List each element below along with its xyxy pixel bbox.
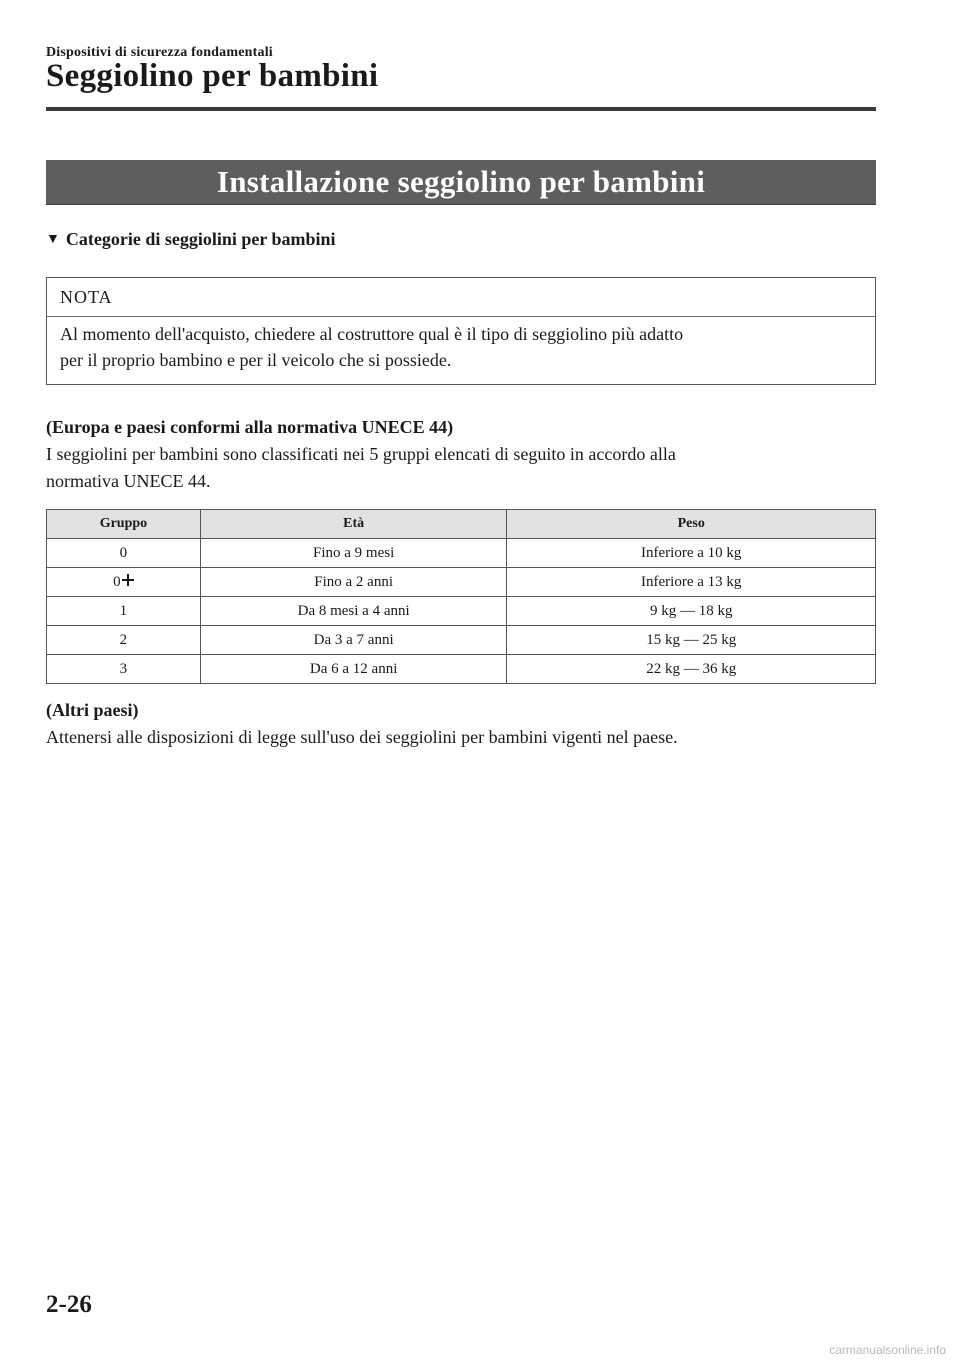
- table-cell: Fino a 2 anni: [200, 568, 507, 597]
- other-paragraph: Attenersi alle disposizioni di legge sull'uso dei seggiolini per bambini vigenti nel paese.: [46, 727, 678, 747]
- table-row: [47, 568, 876, 597]
- table-cell: Inferiore a 10 kg: [507, 539, 876, 568]
- column-header: Età: [200, 510, 507, 539]
- chapter-title: Dispositivi di sicurezza fondamentali: [46, 45, 273, 60]
- plus-icon: [122, 574, 134, 586]
- table-row: [47, 626, 876, 655]
- table-cell: Da 8 mesi a 4 anni: [200, 597, 507, 626]
- table-cell: [47, 568, 201, 597]
- note-body: [47, 317, 875, 373]
- table-row: [47, 597, 876, 626]
- table-cell: 1: [47, 597, 201, 626]
- subheading: [46, 229, 336, 250]
- column-header: Peso: [507, 510, 876, 539]
- page-number: 2-26: [46, 1291, 92, 1318]
- table-header-row: [47, 510, 876, 539]
- section-title: Seggiolino per bambini: [46, 58, 379, 94]
- column-header: Gruppo: [47, 510, 201, 539]
- watermark-link[interactable]: carmanualsonline.info: [829, 1343, 946, 1357]
- note-line: Al momento dell'acquisto, chiedere al costruttore qual è il tipo di seggiolino più adatto: [60, 324, 684, 344]
- table-cell: 15 kg ― 25 kg: [507, 626, 876, 655]
- banner-title: Installazione seggiolino per bambini: [46, 160, 876, 205]
- europe-paragraph: [46, 441, 876, 495]
- child-seat-groups-table: [46, 509, 876, 684]
- header-rule: [46, 107, 876, 111]
- triangle-down-icon: ▼: [46, 231, 60, 247]
- table-row: [47, 655, 876, 684]
- table-cell: Fino a 9 mesi: [200, 539, 507, 568]
- table-cell: Da 3 a 7 anni: [200, 626, 507, 655]
- table-cell: Inferiore a 13 kg: [507, 568, 876, 597]
- note-label: NOTA: [47, 278, 875, 317]
- note-box: [46, 277, 876, 385]
- table-cell: 3: [47, 655, 201, 684]
- table-cell: 2: [47, 626, 201, 655]
- note-line: per il proprio bambino e per il veicolo che si possiede.: [60, 350, 452, 370]
- table-cell: 9 kg ― 18 kg: [507, 597, 876, 626]
- table-row: [47, 539, 876, 568]
- other-heading: (Altri paesi): [46, 700, 139, 720]
- table-cell: 0: [47, 539, 201, 568]
- europe-heading: (Europa e paesi conformi alla normativa UNECE 44): [46, 417, 454, 437]
- table-cell: 22 kg ― 36 kg: [507, 655, 876, 684]
- subheading-text: Categorie di seggiolini per bambini: [65, 229, 336, 249]
- table-cell: Da 6 a 12 anni: [200, 655, 507, 684]
- group-label: 0: [113, 573, 121, 590]
- paragraph-line: I seggiolini per bambini sono classificati nei 5 gruppi elencati di seguito in accordo alla: [46, 444, 676, 464]
- paragraph-line: normativa UNECE 44.: [46, 471, 211, 491]
